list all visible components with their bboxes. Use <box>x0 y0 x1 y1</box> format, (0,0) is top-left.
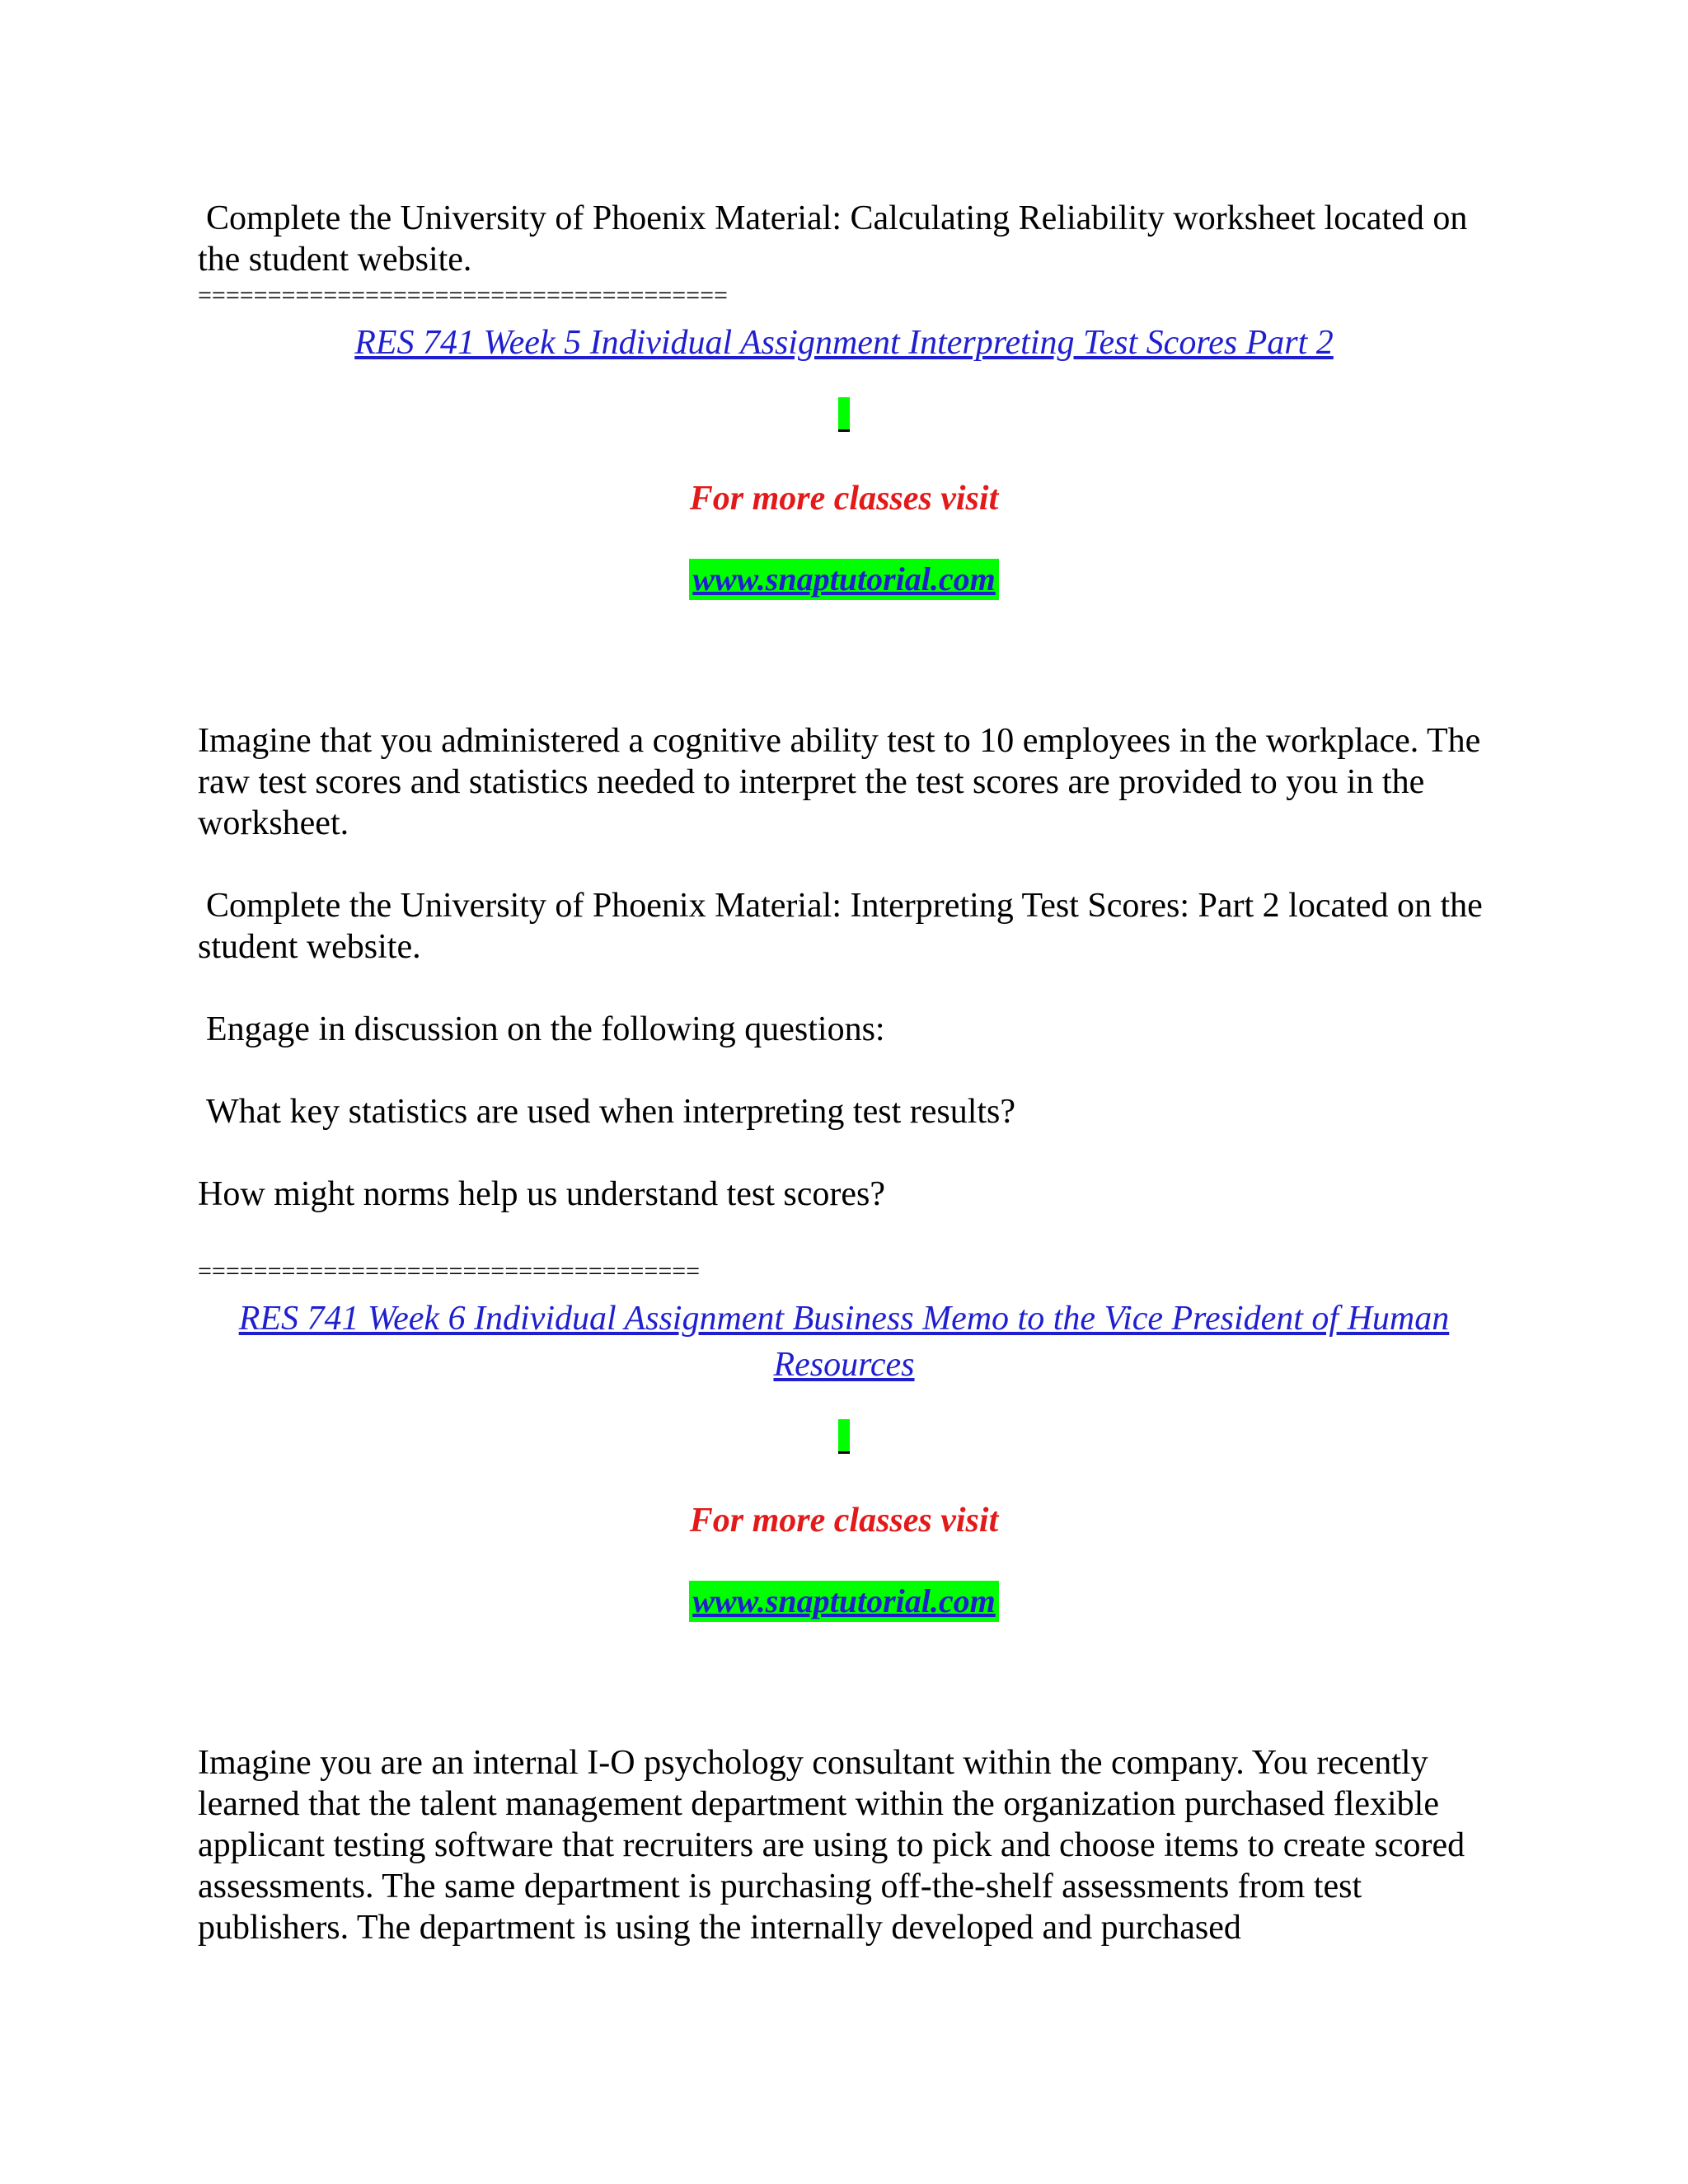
paragraph-question-statistics: What key statistics are used when interpreting test results? <box>206 1093 1016 1131</box>
snaptutorial-link[interactable]: www.snaptutorial.com <box>689 1581 999 1622</box>
paragraph-calculating-reliability: Complete the University of Phoenix Material: Calculating Reliability worksheet located on the student website. <box>198 199 1468 279</box>
paragraph-io-consultant: Imagine you are an internal I-O psychology consultant within the company. You recently learned that the talent management department within the organization purchased flexible applicant testing software that recruiters are using to pick and choose items to create scored assessments. The same department is purchasing off-the-shelf assessments from test publishers. The department is using the internally developed and purchased <box>198 1744 1465 1947</box>
site-link-block-2 <box>198 1581 1490 1622</box>
more-classes-text-2 <box>198 1500 1490 1541</box>
green-marker <box>198 397 1490 436</box>
week6-assignment-link-continued[interactable]: Resources <box>773 1346 915 1384</box>
snaptutorial-link[interactable]: www.snaptutorial.com <box>689 559 999 600</box>
green-marker-2 <box>198 1419 1490 1458</box>
paragraph-complete-part2: Complete the University of Phoenix Material: Interpreting Test Scores: Part 2 located on the student website. <box>198 887 1483 966</box>
week5-assignment-link[interactable]: RES 741 Week 5 Individual Assignment Interpreting Test Scores Part 2 <box>354 324 1334 362</box>
more-classes-label: For more classes visit <box>689 480 999 518</box>
separator-line-2: ==================================== <box>198 1258 701 1285</box>
section-week6-title <box>198 1296 1490 1388</box>
site-link-block-1 <box>198 559 1490 600</box>
week6-assignment-link[interactable]: RES 741 Week 6 Individual Assignment Business Memo to the Vice President of Human <box>238 1300 1450 1338</box>
separator-line: ====================================== <box>198 282 728 309</box>
more-classes-label: For more classes visit <box>689 1502 999 1540</box>
green-highlight-mark <box>838 397 850 432</box>
paragraph-engage-discussion: Engage in discussion on the following questions: <box>206 1010 885 1048</box>
paragraph-imagine-test: Imagine that you administered a cognitive ability test to 10 employees in the workplace. The raw test scores and statistics needed to interpret the test scores are provided to you in the worksheet. <box>198 722 1481 842</box>
section-week5-title <box>198 320 1490 366</box>
more-classes-text-1 <box>198 478 1490 519</box>
green-highlight-mark <box>838 1419 850 1454</box>
paragraph-question-norms: How might norms help us understand test scores? <box>198 1175 886 1213</box>
